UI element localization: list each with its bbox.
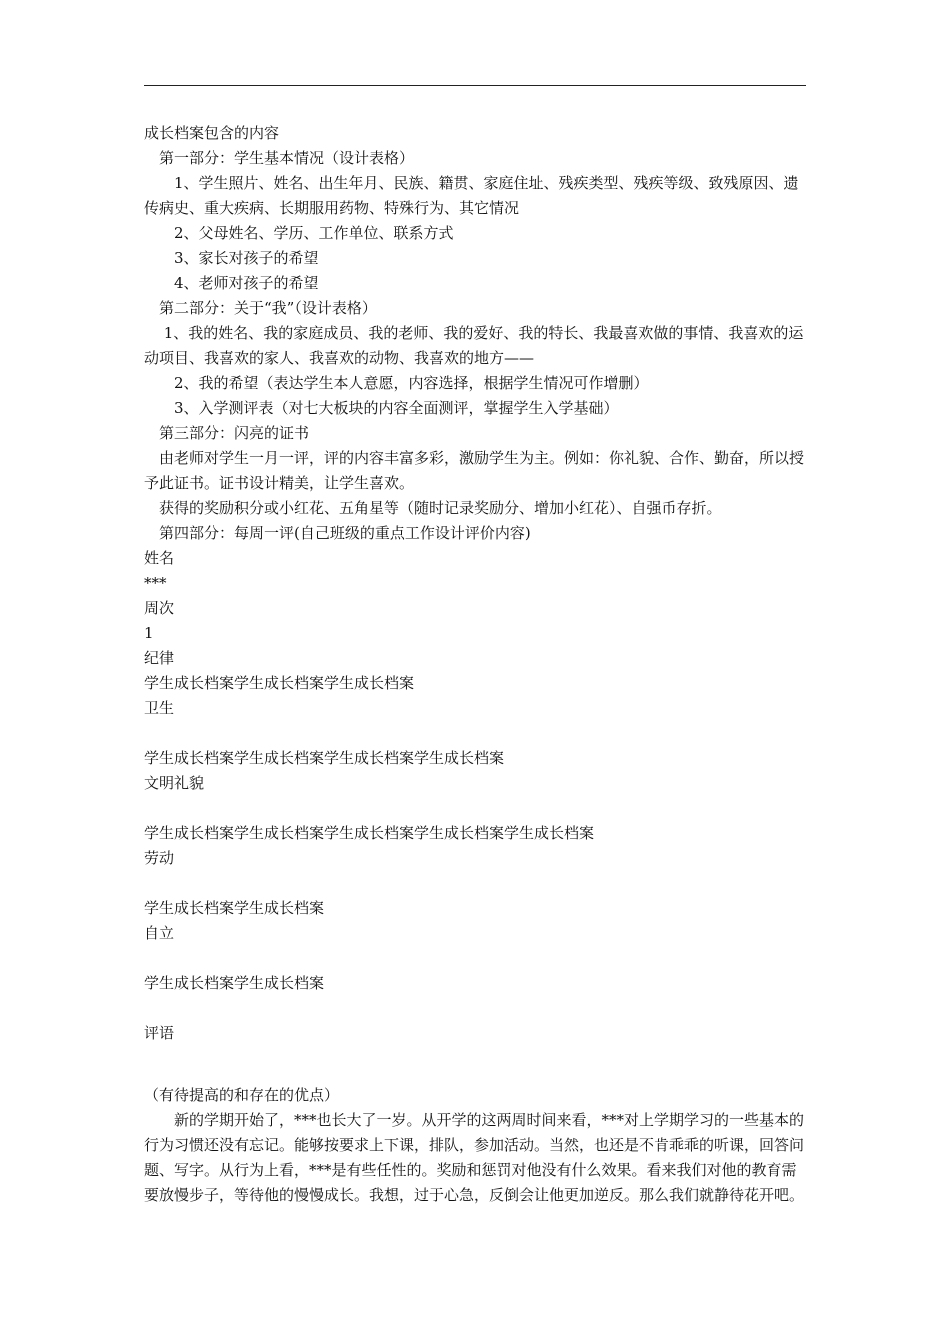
row-value: 学生成长档案学生成长档案 bbox=[144, 974, 325, 992]
document-body bbox=[144, 121, 808, 1208]
row-label: 自立 bbox=[144, 924, 175, 942]
comment-label: 评语 bbox=[144, 1024, 175, 1042]
name-value: *** bbox=[144, 574, 167, 592]
row-value: 学生成长档案学生成长档案学生成长档案学生成长档案学生成长档案 bbox=[144, 824, 595, 842]
row-label: 卫生 bbox=[144, 699, 175, 717]
part2-item: 1、我的姓名、我的家庭成员、我的老师、我的爱好、我的特长、我最喜欢做的事情、我喜欢的运动项目、我喜欢的家人、我喜欢的动物、我喜欢的地方—— bbox=[144, 324, 804, 367]
part1-item: 2、父母姓名、学历、工作单位、联系方式 bbox=[144, 224, 454, 242]
spacer bbox=[144, 721, 808, 746]
spacer bbox=[144, 946, 808, 971]
comment-note: （有待提高的和存在的优点） bbox=[144, 1086, 340, 1104]
document-title: 成长档案包含的内容 bbox=[144, 124, 280, 142]
comment-text: 新的学期开始了，***也长大了一岁。从开学的这两周时间来看，***对上学期学习的一些基本的行为习惯还没有忘记。能够按要求上下课，排队，参加活动。当然，也还是不肯乖乖的听课，回答问题、写字。从行为上看，***是有些任性的。奖励和惩罚对他没有什么效果。看来我们对他的教育需要放慢步子，等待他的慢慢成长。我想，过于心急，反倒会让他更加逆反。那么我们就静待花开吧。 bbox=[144, 1111, 805, 1204]
part1-item: 1、学生照片、姓名、出生年月、民族、籍贯、家庭住址、残疾类型、残疾等级、致残原因、遗传病史、重大疾病、长期服用药物、特殊行为、其它情况 bbox=[144, 174, 799, 217]
week-value: 1 bbox=[144, 624, 154, 642]
part1-item: 4、老师对孩子的希望 bbox=[144, 274, 319, 292]
spacer bbox=[144, 996, 808, 1021]
part3-heading: 第三部分：闪亮的证书 bbox=[144, 424, 310, 442]
part1-item: 3、家长对孩子的希望 bbox=[144, 249, 319, 267]
header-rule bbox=[144, 85, 806, 86]
row-value: 学生成长档案学生成长档案学生成长档案 bbox=[144, 674, 415, 692]
part2-item: 2、我的希望（表达学生本人意愿，内容选择，根据学生情况可作增删） bbox=[144, 374, 649, 392]
part3-item: 由老师对学生一月一评，评的内容丰富多彩，激励学生为主。例如：你礼貌、合作、勤奋，所以授予此证书。证书设计精美，让学生喜欢。 bbox=[144, 449, 805, 492]
spacer bbox=[144, 796, 808, 821]
part2-heading: 第二部分：关于“我”（设计表格） bbox=[144, 299, 377, 317]
week-label: 周次 bbox=[144, 599, 175, 617]
row-label: 纪律 bbox=[144, 649, 175, 667]
spacer bbox=[144, 871, 808, 896]
spacer bbox=[144, 1046, 808, 1083]
part2-item: 3、入学测评表（对七大板块的内容全面测评，掌握学生入学基础） bbox=[144, 399, 619, 417]
row-value: 学生成长档案学生成长档案 bbox=[144, 899, 325, 917]
name-label: 姓名 bbox=[144, 549, 175, 567]
row-label: 文明礼貌 bbox=[144, 774, 205, 792]
row-label: 劳动 bbox=[144, 849, 175, 867]
part3-item: 获得的奖励积分或小红花、五角星等（随时记录奖励分、增加小红花）、自强币存折。 bbox=[144, 499, 722, 517]
row-value: 学生成长档案学生成长档案学生成长档案学生成长档案 bbox=[144, 749, 505, 767]
part4-heading: 第四部分：每周一评(自己班级的重点工作设计评价内容) bbox=[144, 524, 531, 542]
part1-heading: 第一部分：学生基本情况（设计表格） bbox=[144, 149, 415, 167]
